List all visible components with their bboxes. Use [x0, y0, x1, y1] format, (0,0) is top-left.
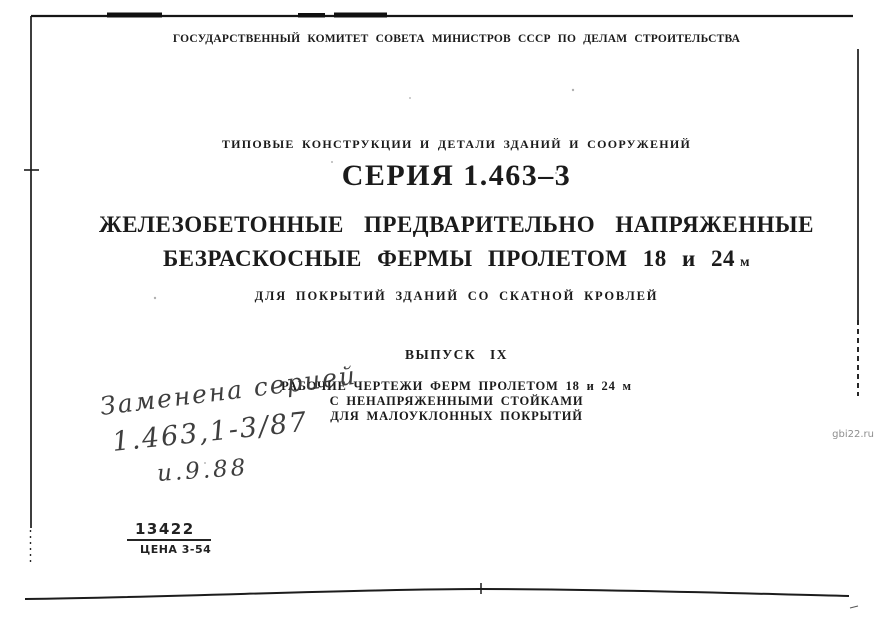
main-title-line2 [40, 246, 873, 272]
site-watermark: gbi22.ru [832, 429, 874, 440]
handwritten-note-line2: 1.463,1-3/87 [110, 406, 310, 458]
issue-description-line1: РАБОЧИЕ ЧЕРТЕЖИ ФЕРМ ПРОЛЕТОМ 18 и 24 м [281, 379, 632, 393]
main-title-line1: ЖЕЛЕЗОБЕТОННЫЕ ПРЕДВАРИТЕЛЬНО НАПРЯЖЕННЫЕ [99, 212, 814, 237]
handwritten-note-line3: и.9.88 [156, 454, 250, 487]
series-number-heading: СЕРИЯ 1.463–3 [341, 159, 572, 192]
handwritten-note-line1: Заменена серией [98, 360, 359, 421]
price-label: ЦЕНА 3-54 [140, 543, 212, 556]
catalog-number: 13422 [127, 520, 211, 541]
meters-unit-label: м [739, 255, 751, 270]
series-category-line: ТИПОВЫЕ КОНСТРУКЦИИ И ДЕТАЛИ ЗДАНИЙ И СООРУЖЕНИЙ [221, 137, 692, 151]
organization-header: ГОСУДАРСТВЕННЫЙ КОМИТЕТ СОВЕТА МИНИСТРОВ СССР ПО ДЕЛАМ СТРОИТЕЛЬСТВА [172, 33, 741, 45]
issue-description-line2: С НЕНАПРЯЖЕННЫМИ СТОЙКАМИ [329, 394, 584, 408]
subtitle-line: ДЛЯ ПОКРЫТИЙ ЗДАНИЙ СО СКАТНОЙ КРОВЛЕЙ [254, 289, 659, 303]
issue-heading: ВЫПУСК IX [404, 347, 509, 362]
main-title-line2-text: БЕЗРАСКОСНЫЕ ФЕРМЫ ПРОЛЕТОМ 18 и 24 [162, 246, 735, 271]
catalog-price-block [127, 520, 211, 556]
issue-description-line3: ДЛЯ МАЛОУКЛОННЫХ ПОКРЫТИЙ [330, 409, 583, 423]
